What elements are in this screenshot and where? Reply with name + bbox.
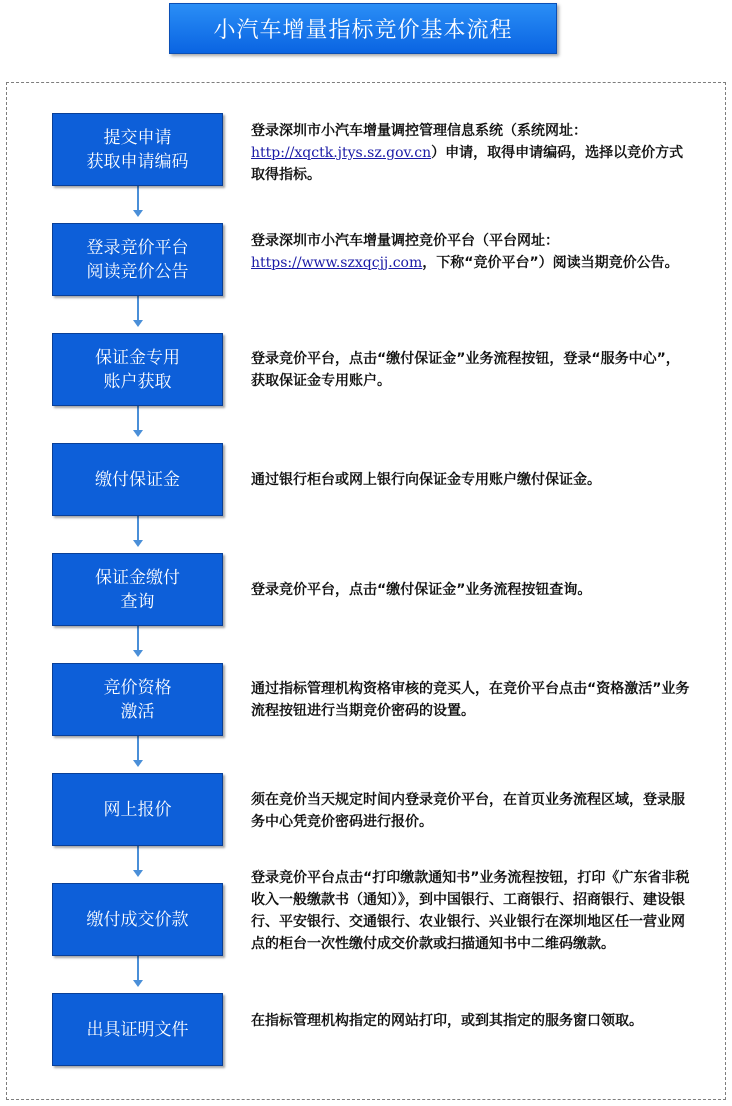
step-label-line1: 保证金专用 — [95, 347, 180, 368]
connector-2 — [137, 296, 139, 320]
step-activate-eligibility — [52, 663, 223, 736]
connector-arrow-1 — [133, 210, 143, 217]
step-label-line2: 获取申请编码 — [86, 151, 189, 172]
connector-arrow-3 — [133, 430, 143, 437]
step-online-bidding — [52, 773, 223, 846]
step-description — [251, 1010, 691, 1032]
desc-text: 登录深圳市小汽车增量调控竞价平台（平台网址： — [251, 233, 559, 249]
step-label-line2: 阅读竞价公告 — [86, 261, 189, 282]
desc-text: 登录竞价平台，点击“缴付保证金”业务流程按钮，登录“服务中心”，获取保证金专用账户。 — [251, 351, 680, 389]
desc-text: 登录竞价平台，点击“缴付保证金”业务流程按钮查询。 — [251, 582, 592, 598]
step-description — [251, 230, 691, 274]
step-submit-application — [52, 113, 223, 186]
step-label-line1: 竞价资格 — [103, 677, 172, 698]
step-label-line1: 登录竞价平台 — [86, 237, 189, 258]
connector-arrow-6 — [133, 760, 143, 767]
desc-text: 在指标管理机构指定的网站打印，或到其指定的服务窗口领取。 — [251, 1013, 643, 1029]
step-pay-transaction — [52, 883, 223, 956]
step-label-line1: 网上报价 — [103, 799, 172, 820]
connector-7 — [137, 846, 139, 870]
step-deposit-query — [52, 553, 223, 626]
connector-1 — [137, 186, 139, 210]
step-label-line2: 激活 — [120, 701, 155, 722]
connector-arrow-5 — [133, 650, 143, 657]
connector-arrow-8 — [133, 980, 143, 987]
step-description — [251, 469, 691, 491]
desc-text: 通过银行柜台或网上银行向保证金专用账户缴付保证金。 — [251, 472, 601, 488]
desc-text: 登录竞价平台点击“打印缴款通知书”业务流程按钮，打印《广东省非税收入一般缴款书（通知）》，到中国银行、工商银行、招商银行、建设银行、平安银行、交通银行、农业银行、兴业银行在深圳地区任一营业网点的柜台一次性缴付成交价款或扫描通知书中二维码缴款。 — [251, 870, 690, 952]
page-title: 小汽车增量指标竞价基本流程 — [169, 3, 557, 54]
connector-5 — [137, 626, 139, 650]
step-label-line1: 缴付保证金 — [95, 469, 180, 490]
step-login-bidding-platform — [52, 223, 223, 296]
connector-arrow-4 — [133, 540, 143, 547]
step-description — [251, 348, 691, 392]
desc-text: 登录深圳市小汽车增量调控管理信息系统（系统网址： — [251, 123, 587, 139]
step-deposit-account — [52, 333, 223, 406]
step-description — [251, 789, 691, 833]
step-issue-certificate — [52, 993, 223, 1066]
step-description — [251, 678, 691, 722]
connector-4 — [137, 516, 139, 540]
step-label-line1: 提交申请 — [103, 127, 172, 148]
connector-8 — [137, 956, 139, 980]
connector-arrow-2 — [133, 320, 143, 327]
connector-arrow-7 — [133, 870, 143, 877]
step-description — [251, 867, 691, 955]
desc-text: 须在竞价当天规定时间内登录竞价平台，在首页业务流程区域，登录服务中心凭竞价密码进行报价。 — [251, 792, 685, 830]
step-pay-deposit — [52, 443, 223, 516]
step-description — [251, 120, 691, 186]
connector-3 — [137, 406, 139, 430]
step-label-line1: 缴付成交价款 — [86, 909, 189, 930]
step-label-line1: 保证金缴付 — [95, 567, 180, 588]
step-label-line1: 出具证明文件 — [86, 1019, 189, 1040]
platform-url-link[interactable]: https://www.szxqcjj.com — [251, 255, 423, 271]
step-label-line2: 查询 — [120, 591, 155, 612]
desc-text: ）申请，取得申请编码，选择以竞价方式取得指标。 — [251, 145, 684, 183]
step-label-line2: 账户获取 — [103, 371, 172, 392]
system-url-link[interactable]: http://xqctk.jtys.sz.gov.cn — [251, 145, 432, 161]
step-description — [251, 579, 691, 601]
connector-6 — [137, 736, 139, 760]
desc-text: 通过指标管理机构资格审核的竞买人，在竞价平台点击“资格激活”业务流程按钮进行当期竞价密码的设置。 — [251, 681, 690, 719]
desc-text: ，下称“竞价平台”）阅读当期竞价公告。 — [422, 255, 679, 271]
